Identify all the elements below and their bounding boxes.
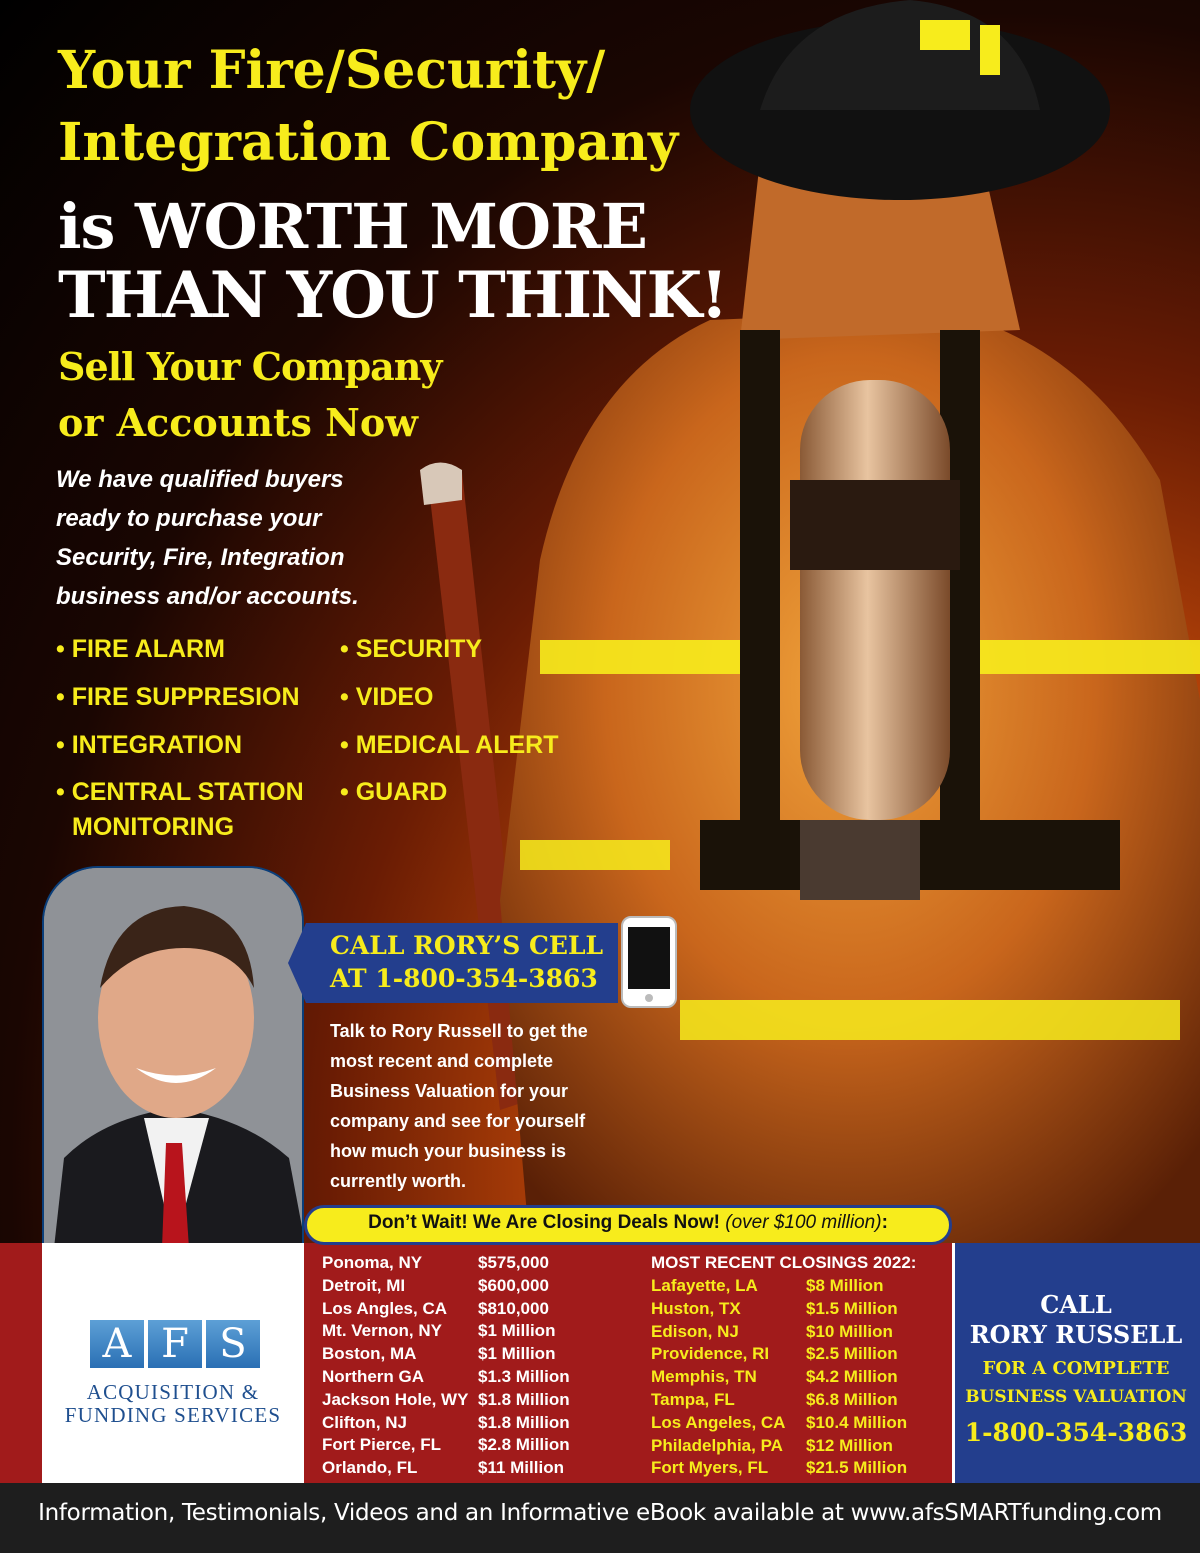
recent-city: Providence, RI [651,1344,770,1364]
closings-amounts [478,1252,570,1480]
recent-closings-heading: MOST RECENT CLOSINGS 2022: [651,1253,917,1272]
recent-city: Fort Myers, FL [651,1458,769,1478]
cta-call: CALL [1040,1290,1112,1319]
closing-city: Boston, MA [322,1344,417,1364]
recent-city: Huston, TX [651,1298,741,1318]
recent-city: Memphis, TN [651,1367,757,1387]
closing-amount: $11 Million [478,1458,564,1478]
talk-line: company and see for yourself [330,1111,586,1131]
service-security: • SECURITY [340,635,483,663]
deals-colon: : [881,1212,888,1233]
recent-cities [651,1275,785,1480]
talk-line: currently worth. [330,1171,467,1191]
portrait-illustration [44,868,304,1246]
closing-amount: $600,000 [478,1275,549,1295]
cta-phone[interactable]: 1-800-354-3863 [964,1418,1188,1447]
talk-line: Talk to Rory Russell to get the [330,1021,588,1041]
phone-icon [620,915,678,1009]
intro-line: Security, Fire, Integration [56,544,345,571]
closing-amount: $1 Million [478,1344,556,1364]
service-central-station: • CENTRAL STATION [56,778,304,806]
cta-valuation: BUSINESS VALUATION [965,1387,1187,1407]
closing-city: Clifton, NJ [322,1412,407,1432]
service-integration: • INTEGRATION [56,731,243,759]
closing-amount: $1.3 Million [478,1366,570,1386]
deals-banner-text [304,1212,952,1234]
closing-city: Fort Pierce, FL [322,1435,442,1455]
deals-main: Don’t Wait! We Are Closing Deals Now! [368,1212,720,1233]
recent-amount: $10 Million [806,1321,893,1341]
call-cell-line-2[interactable]: AT 1-800-354-3863 [330,964,598,993]
recent-amount: $6.8 Million [806,1389,898,1409]
subheadline-line-2: or Accounts Now [58,400,418,445]
service-fire-suppresion: • FIRE SUPPRESION [56,683,300,711]
recent-amount: $1.5 Million [806,1298,898,1318]
talk-line: most recent and complete [330,1051,554,1071]
headline-line-1: Your Fire/Security/ [58,40,606,101]
closing-amount: $1.8 Million [478,1389,570,1409]
closing-city: Los Angles, CA [322,1298,447,1318]
intro-line: ready to purchase your [56,505,322,532]
valuation-paragraph [330,1016,620,1196]
logo-letter-s: S [206,1320,260,1368]
closing-city: Orlando, FL [322,1458,418,1478]
logo-subtitle-2: FUNDING SERVICES [64,1403,282,1427]
service-fire-alarm: • FIRE ALARM [56,635,225,663]
closing-city: Detroit, MI [322,1275,406,1295]
cta-name: RORY RUSSELL [969,1320,1183,1349]
headline-line-2: Integration Company [58,112,679,173]
closing-amount: $1 Million [478,1321,556,1341]
logo-letter-a: A [90,1320,144,1368]
closing-city: Mt. Vernon, NY [322,1321,442,1341]
recent-amount: $2.5 Million [806,1344,898,1364]
logo-subtitle-1: ACQUISITION & [86,1380,260,1404]
closing-amount: $1.8 Million [478,1412,570,1432]
closing-amount: $810,000 [478,1298,549,1318]
recent-city: Lafayette, LA [651,1276,758,1295]
recent-amount: $8 Million [806,1276,884,1295]
headline-line-4: THAN YOU THINK! [58,258,727,333]
recent-amount: $21.5 Million [806,1458,908,1478]
closing-city: Northern GA [322,1366,424,1386]
service-monitoring: MONITORING [72,813,235,841]
talk-line: how much your business is [330,1141,567,1161]
intro-line: We have qualified buyers [56,466,344,493]
recent-city: Tampa, FL [651,1389,735,1409]
closing-city: Jackson Hole, WY [322,1389,469,1409]
recent-city: Philadelphia, PA [651,1435,783,1455]
closing-amount: $575,000 [478,1253,549,1272]
service-guard: • GUARD [340,778,448,806]
footer-text[interactable]: Information, Testimonials, Videos and an Informative eBook available at www.afsSMARTfunding.com [38,1500,1162,1526]
closing-amount: $2.8 Million [478,1435,570,1455]
subheadline-line-1: Sell Your Company [58,344,442,389]
intro-line: business and/or accounts. [56,583,359,610]
recent-amounts [806,1275,907,1480]
rory-russell-photo [42,866,304,1246]
recent-amount: $12 Million [806,1435,893,1455]
logo-letter-f: F [148,1320,202,1368]
recent-amount: $4.2 Million [806,1367,898,1387]
service-medical-alert: • MEDICAL ALERT [340,731,559,759]
recent-city: Los Angeles, CA [651,1412,786,1432]
talk-line: Business Valuation for your [330,1081,569,1101]
service-video: • VIDEO [340,683,434,711]
call-cell-line-1: CALL RORY’S CELL [330,931,604,960]
recent-amount: $10.4 Million [806,1412,908,1432]
headline-line-3: is WORTH MORE [58,190,647,263]
closings-cities [322,1252,468,1480]
deals-paren: (over $100 million) [725,1212,882,1233]
cta-complete: FOR A COMPLETE [982,1358,1170,1379]
recent-city: Edison, NJ [651,1321,739,1341]
closing-city: Ponoma, NY [322,1253,423,1272]
intro-paragraph [56,460,416,616]
